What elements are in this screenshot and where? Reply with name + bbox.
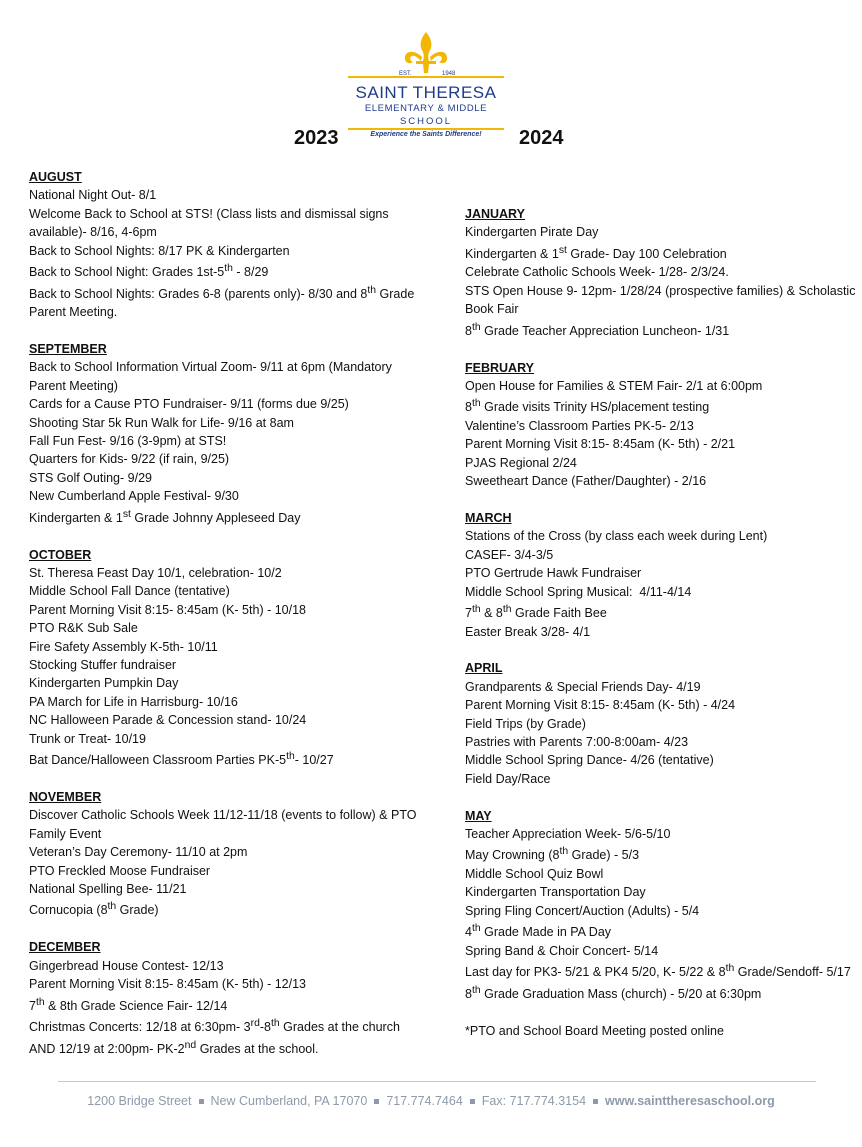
footer-address: 1200 Bridge Street	[87, 1094, 192, 1108]
year-left: 2023	[294, 127, 339, 149]
event-item: Discover Catholic Schools Week 11/12-11/18 (events to follow) & PTO Family Event	[29, 808, 417, 841]
school-logo	[345, 30, 507, 142]
month-heading: MARCH	[465, 510, 512, 525]
event-item: Shooting Star 5k Run Walk for Life- 9/16 at 8am	[29, 415, 294, 430]
footer-fax: Fax: 717.774.3154	[481, 1094, 587, 1108]
event-item: Parent Morning Visit 8:15- 8:45am (K- 5th) - 12/13	[29, 977, 306, 992]
month-heading: JANUARY	[465, 207, 525, 221]
event-item: Christmas Concerts: 12/18 at 6:30pm- 3rd-8th Grades at the church AND 12/19 at 2:00pm- PK-2nd Grades at the school.	[29, 1018, 400, 1056]
month-heading: AUGUST	[29, 170, 82, 184]
logo-subtitle-school: SCHOOL	[399, 116, 453, 127]
event-item: Last day for PK3- 5/21 & PK4 5/20, K- 5/22 & 8th Grade/Sendoff- 5/17	[465, 963, 851, 980]
event-item: Field Trips (by Grade)	[465, 716, 586, 731]
year-right: 2024	[519, 127, 564, 149]
month-section-december	[29, 938, 424, 1058]
event-item: May Crowning (8th Grade) - 5/3	[465, 846, 640, 863]
event-item: PA March for Life in Harrisburg- 10/16	[29, 694, 238, 709]
month-section-march	[465, 509, 860, 641]
event-item: Kindergarten & 1st Grade- Day 100 Celebration	[465, 244, 727, 261]
month-section-april	[465, 659, 860, 788]
month-section-february	[465, 359, 860, 491]
month-heading: APRIL	[465, 661, 503, 676]
event-item: Field Day/Race	[465, 771, 551, 786]
event-item: Back to School Night: Grades 1st-5th - 8/29	[29, 263, 269, 280]
event-item: 7th & 8th Grade Faith Bee	[465, 603, 607, 621]
month-heading: FEBRUARY	[465, 360, 534, 375]
event-item: Valentine’s Classroom Parties PK-5- 2/13	[465, 418, 694, 433]
event-item: NC Halloween Parade & Concession stand- 10/24	[29, 713, 307, 728]
fleur-de-lis-icon	[400, 30, 452, 76]
event-item: Easter Break 3/28- 4/1	[465, 624, 591, 639]
event-item: STS Open House 9- 12pm- 1/28/24 (prospective families) & Scholastic Book Fair	[465, 283, 856, 317]
event-item: Parent Morning Visit 8:15- 8:45am (K- 5th) - 4/24	[465, 698, 736, 713]
spring-calendar-column	[465, 205, 860, 1040]
event-item: 8th Grade Teacher Appreciation Luncheon- 1/31	[465, 321, 730, 338]
square-bullet-icon	[374, 1099, 379, 1104]
month-heading: DECEMBER	[29, 940, 101, 955]
event-item: Grandparents & Special Friends Day- 4/19	[465, 679, 701, 694]
square-bullet-icon	[199, 1099, 204, 1104]
event-item: Middle School Spring Musical: 4/11-4/14	[465, 584, 692, 599]
logo-bottom-rule	[348, 128, 504, 130]
event-item: Fire Safety Assembly K-5th- 10/11	[29, 639, 218, 654]
month-section-november	[29, 788, 424, 920]
logo-top-rule	[348, 76, 504, 78]
month-section-may	[465, 807, 860, 1004]
event-item: Cornucopia (8th Grade)	[29, 901, 159, 918]
event-item: Parent Morning Visit 8:15- 8:45am (K- 5th) - 10/18	[29, 602, 306, 617]
month-section-january	[465, 205, 860, 340]
event-item: Bat Dance/Halloween Classroom Parties PK-5th- 10/27	[29, 751, 334, 768]
event-item: Open House for Families & STEM Fair- 2/1 at 6:00pm	[465, 378, 763, 393]
event-item: Gingerbread House Contest- 12/13	[29, 958, 224, 973]
event-item: Parent Morning Visit 8:15- 8:45am (K- 5th) - 2/21	[465, 437, 736, 452]
footer-divider	[58, 1081, 816, 1082]
event-item: PTO R&K Sub Sale	[29, 621, 138, 636]
event-item: Stocking Stuffer fundraiser	[29, 658, 177, 672]
event-item: Celebrate Catholic Schools Week- 1/28- 2/3/24.	[465, 265, 729, 280]
event-item: Welcome Back to School at STS! (Class lists and dismissal signs available)- 8/16, 4-6pm	[29, 206, 389, 240]
event-item: Stations of the Cross (by class each week during Lent)	[465, 529, 768, 544]
square-bullet-icon	[470, 1099, 475, 1104]
event-item: Kindergarten Pumpkin Day	[29, 676, 179, 691]
footer-website[interactable]: www.sainttheresaschool.org	[605, 1094, 775, 1108]
logo-school-name: SAINT THERESA	[355, 83, 497, 102]
event-item: Kindergarten Pirate Day	[465, 225, 599, 240]
month-heading: SEPTEMBER	[29, 341, 107, 356]
month-heading: OCTOBER	[29, 547, 92, 562]
event-item: Pastries with Parents 7:00-8:00am- 4/23	[465, 734, 689, 749]
event-item: PJAS Regional 2/24	[465, 455, 577, 470]
footer-city: New Cumberland, PA 17070	[210, 1094, 368, 1108]
footer-contact	[0, 1094, 862, 1108]
logo-est-label: EST.	[399, 71, 412, 77]
event-item: PTO Gertrude Hawk Fundraiser	[465, 566, 642, 581]
month-section-august	[29, 168, 424, 322]
event-item: Quarters for Kids- 9/22 (if rain, 9/25)	[29, 452, 230, 467]
event-item: Kindergarten & 1st Grade Johnny Appleseed Day	[29, 508, 301, 525]
month-heading: MAY	[465, 808, 492, 823]
event-item: Back to School Nights: Grades 6-8 (parents only)- 8/30 and 8th Grade Parent Meeting.	[29, 284, 415, 320]
event-item: Fall Fun Fest- 9/16 (3-9pm) at STS!	[29, 433, 227, 448]
event-item: Middle School Fall Dance (tentative)	[29, 584, 230, 599]
event-item: Back to School Information Virtual Zoom- 9/11 at 6pm (Mandatory Parent Meeting)	[29, 360, 392, 393]
event-item: STS Golf Outing- 9/29	[29, 470, 152, 485]
event-item: National Night Out- 8/1	[29, 188, 157, 203]
event-item: Middle School Quiz Bowl	[465, 866, 604, 881]
event-item: Spring Fling Concert/Auction (Adults) - 5/4	[465, 903, 700, 918]
event-item: Cards for a Cause PTO Fundraiser- 9/11 (forms due 9/25)	[29, 397, 349, 412]
event-item: Trunk or Treat- 10/19	[29, 731, 146, 746]
logo-subtitle: ELEMENTARY & MIDDLE	[364, 103, 488, 114]
event-item: CASEF- 3/4-3/5	[465, 547, 554, 562]
event-item: Veteran’s Day Ceremony- 11/10 at 2pm	[29, 845, 248, 860]
logo-est-year: 1948	[442, 71, 456, 77]
month-heading: NOVEMBER	[29, 789, 102, 804]
event-item: Kindergarten Transportation Day	[465, 885, 646, 900]
event-item: New Cumberland Apple Festival- 9/30	[29, 489, 239, 504]
event-item: 8th Grade Graduation Mass (church) - 5/20 at 6:30pm	[465, 984, 762, 1001]
event-item: Sweetheart Dance (Father/Daughter) - 2/16	[465, 474, 707, 489]
logo-tagline: Experience the Saints Difference!	[370, 131, 482, 138]
event-item: 8th Grade visits Trinity HS/placement testing	[465, 398, 710, 415]
event-item: Spring Band & Choir Concert- 5/14	[465, 943, 659, 958]
event-item: Teacher Appreciation Week- 5/6-5/10	[465, 826, 671, 841]
event-item: Back to School Nights: 8/17 PK & Kindergarten	[29, 243, 290, 258]
fall-calendar-column	[29, 168, 424, 1077]
event-item: 7th & 8th Grade Science Fair- 12/14	[29, 996, 228, 1013]
event-item: PTO Freckled Moose Fundraiser	[29, 863, 211, 878]
event-item: 4th Grade Made in PA Day	[465, 923, 612, 940]
month-section-october	[29, 546, 424, 770]
square-bullet-icon	[593, 1099, 598, 1104]
month-section-september	[29, 340, 424, 527]
event-item: St. Theresa Feast Day 10/1, celebration- 10/2	[29, 565, 282, 580]
footer-phone: 717.774.7464	[386, 1094, 463, 1108]
event-item: Middle School Spring Dance- 4/26 (tentative)	[465, 753, 714, 768]
meeting-note: *PTO and School Board Meeting posted online	[465, 1023, 724, 1038]
event-item: National Spelling Bee- 11/21	[29, 882, 187, 897]
